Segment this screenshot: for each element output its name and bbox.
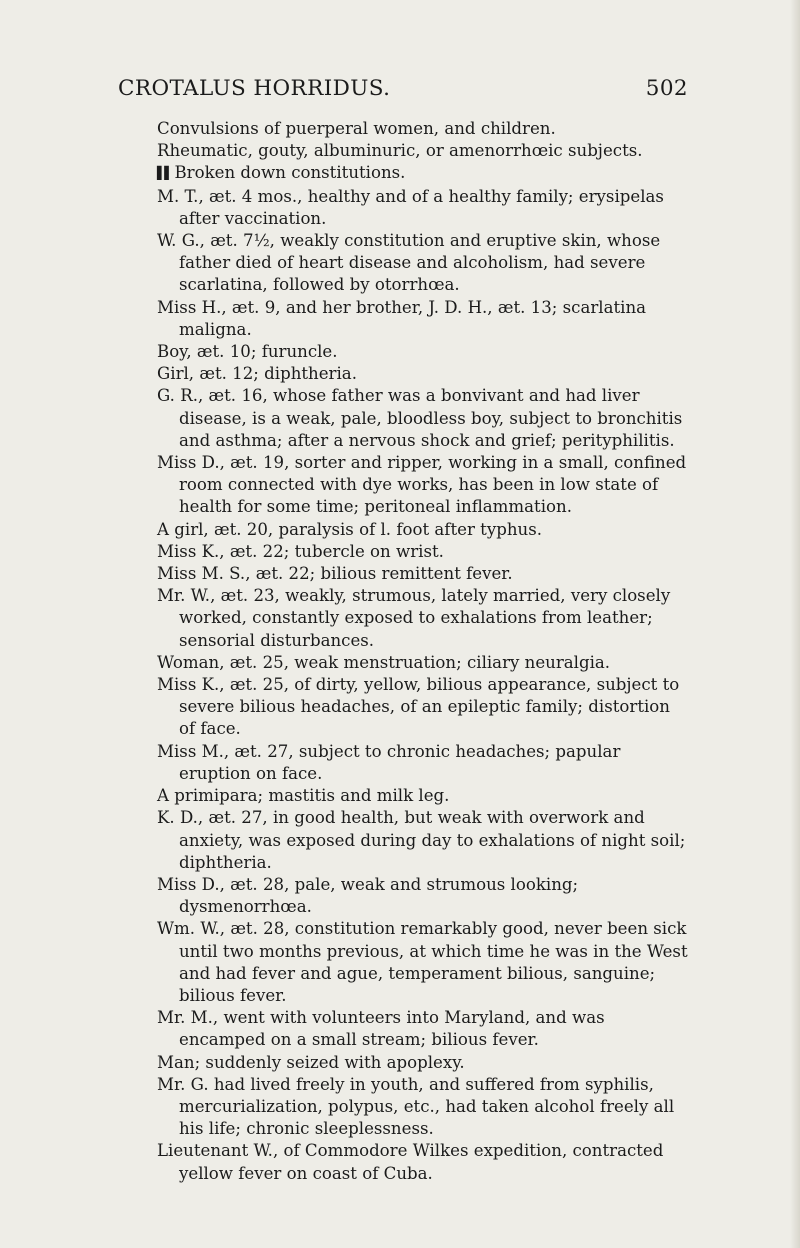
case-entry <box>157 341 689 363</box>
case-entry-text: Convulsions of puerperal women, and children. <box>157 119 556 138</box>
case-entry-text: Miss D., æt. 19, sorter and ripper, working in a small, confined room connected with dye works, has been in low state of health for some time; peritoneal inflammation. <box>157 453 687 517</box>
case-entry-text: Miss H., æt. 9, and her brother, J. D. H., æt. 13; scarlatina maligna. <box>157 297 647 339</box>
case-entry <box>157 385 689 452</box>
case-entry-text: Miss M., æt. 27, subject to chronic headaches; papular eruption on face. <box>157 741 621 783</box>
running-header <box>118 76 688 101</box>
case-entry-text: Woman, æt. 25, weak menstruation; ciliary neuralgia. <box>157 652 611 672</box>
case-entry <box>157 585 689 652</box>
case-entry <box>157 363 689 385</box>
case-entry-text: M. T., æt. 4 mos., healthy and of a healthy family; erysipelas after vaccination. <box>157 186 664 228</box>
case-entry-text: Miss M. S., æt. 22; bilious remittent fever. <box>157 564 513 584</box>
case-entry-text: Miss D., æt. 28, pale, weak and strumous looking; dysmenorrhœa. <box>157 874 579 917</box>
case-entry <box>157 140 689 162</box>
case-entry <box>157 1074 689 1141</box>
case-entry <box>157 1140 689 1184</box>
case-entry <box>157 785 689 807</box>
case-entry <box>157 186 689 230</box>
case-entry-text: A girl, æt. 20, paralysis of l. foot after typhus. <box>157 519 542 539</box>
case-entry-text: Rheumatic, gouty, albuminuric, or amenorrhœic subjects. <box>157 141 643 161</box>
case-entry-text: Wm. W., æt. 28, constitution remarkably good, never been sick until two months previous, at which time he was in the West and had fever and ague, temperament bilious, sanguine; bilious fever. <box>157 919 688 1005</box>
case-entry <box>157 1052 689 1074</box>
case-entry <box>157 230 689 297</box>
case-entry-text: Girl, æt. 12; diphtheria. <box>157 364 357 384</box>
case-entry-text: W. G., æt. 7½, weakly constitution and eruptive skin, whose father died of heart disease and alcoholism, had severe scarlatina, followed by otorrhœa. <box>157 231 661 295</box>
case-entry <box>157 741 689 785</box>
case-entry-text: Mr. M., went with volunteers into Maryland, and was encamped on a small stream; bilious fever. <box>157 1008 605 1050</box>
case-entry-text: Mr. W., æt. 23, weakly, strumous, lately married, very closely worked, constantly exposed to exhalations from leather; sensorial disturbances. <box>157 586 671 650</box>
case-entry-text: Lieutenant W., of Commodore Wilkes expedition, contracted yellow fever on coast of Cuba. <box>157 1141 664 1183</box>
case-entry-text: Broken down constitutions. <box>174 163 406 183</box>
case-entry <box>157 563 689 585</box>
case-entry-text: G. R., æt. 16, whose father was a bonvivant and had liver disease, is a weak, pale, bloodless boy, subject to bronchitis and asthma; after a nervous shock and grief; perityphilitis. <box>157 386 683 450</box>
case-entry-text: K. D., æt. 27, in good health, but weak with overwork and anxiety, was exposed during day to exhalations of night soil; diphtheria. <box>157 808 686 872</box>
case-entry <box>157 652 689 674</box>
case-entry-text: Miss K., æt. 22; tubercle on wrist. <box>157 541 444 561</box>
running-title: CROTALUS HORRIDUS. <box>118 76 391 101</box>
case-entry <box>157 807 689 874</box>
page-edge-shadow <box>790 0 800 1248</box>
case-entry <box>157 918 689 1007</box>
case-entry-text: A primipara; mastitis and milk leg. <box>157 786 450 806</box>
page-number: 502 <box>645 76 688 101</box>
case-entry <box>157 1007 689 1051</box>
case-list <box>157 118 689 1185</box>
case-entry <box>157 519 689 541</box>
case-entry <box>157 452 689 519</box>
case-entry-text: Boy, æt. 10; furuncle. <box>157 342 338 362</box>
case-entry-text: Mr. G. had lived freely in youth, and suffered from syphilis, mercurialization, polypus, etc., had taken alcohol freely all his life; chronic sleeplessness. <box>157 1074 675 1139</box>
case-entry <box>157 874 689 918</box>
case-entry <box>157 162 689 185</box>
emphasis-mark-icon: ▌▌ <box>157 166 172 181</box>
case-entry <box>157 118 689 140</box>
case-entry-text: Man; suddenly seized with apoplexy. <box>157 1052 465 1072</box>
case-entry-text: Miss K., æt. 25, of dirty, yellow, bilious appearance, subject to severe bilious headaches, of an epileptic family; distortion of face. <box>157 675 680 739</box>
case-entry <box>157 297 689 341</box>
case-entry <box>157 541 689 563</box>
case-entry <box>157 674 689 741</box>
